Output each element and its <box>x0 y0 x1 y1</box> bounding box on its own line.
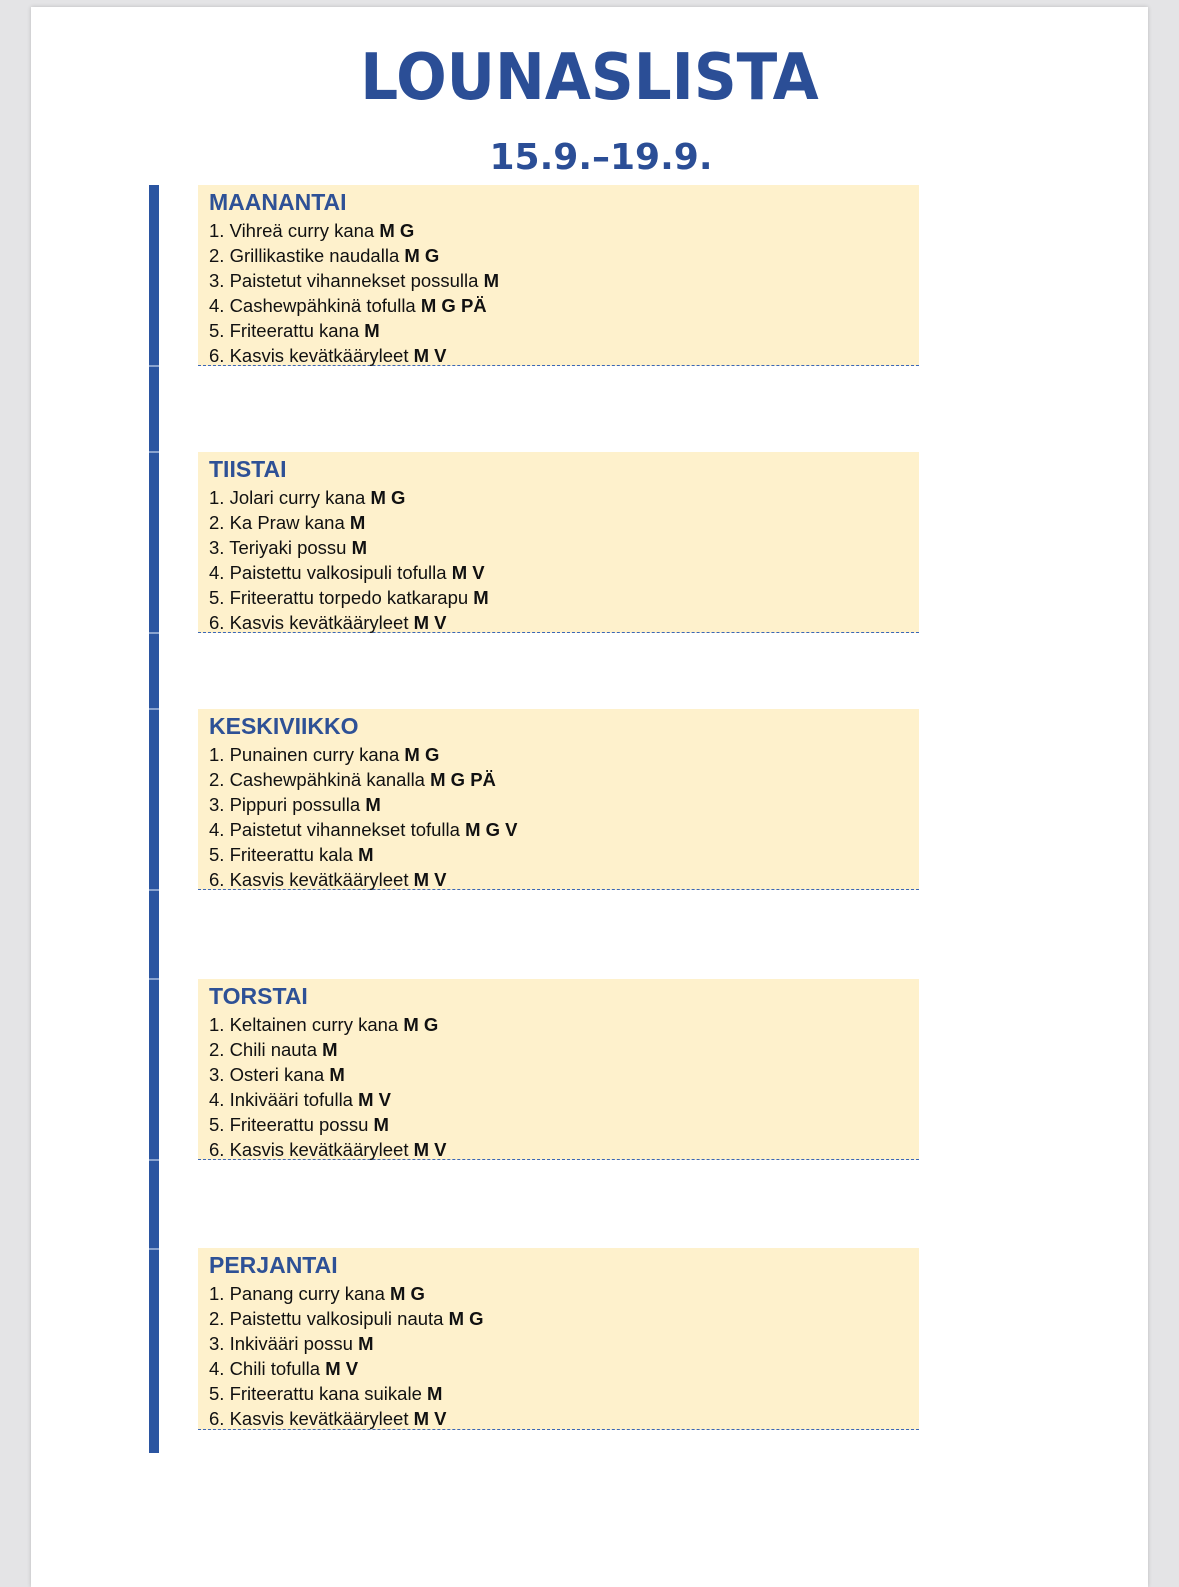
dish-name: 6. Kasvis kevätkääryleet <box>209 1139 414 1160</box>
menu-page <box>31 7 1148 1587</box>
diet-tags: M G V <box>465 819 518 840</box>
dish-name: 1. Jolari curry kana <box>209 487 371 508</box>
menu-item <box>209 293 919 318</box>
menu-item <box>209 485 919 510</box>
dish-name: 6. Kasvis kevätkääryleet <box>209 1408 414 1429</box>
menu-item <box>209 1112 919 1137</box>
dish-name: 1. Vihreä curry kana <box>209 220 380 241</box>
diet-tags: M <box>483 270 500 291</box>
diet-tags: M V <box>413 1408 447 1429</box>
menu-item <box>209 1087 919 1112</box>
dish-name: 4. Paistettu valkosipuli tofulla <box>209 562 452 583</box>
diet-tags: M <box>427 1383 443 1404</box>
diet-tags: M G <box>403 1014 439 1035</box>
menu-item <box>209 742 919 767</box>
menu-item <box>209 1306 919 1331</box>
diet-tags: M V <box>413 869 447 890</box>
menu-item <box>209 218 919 243</box>
page-title: LOUNASLISTA <box>360 41 819 115</box>
bar-divider <box>149 451 159 453</box>
diet-tags: M G PÄ <box>430 769 496 790</box>
diet-tags: M <box>358 1333 374 1354</box>
diet-tags: M G PÄ <box>420 295 487 316</box>
dish-name: 2. Paistettu valkosipuli nauta <box>209 1308 449 1329</box>
dish-name: 3. Teriyaki possu <box>209 537 352 558</box>
day-section-monday <box>198 185 919 366</box>
diet-tags: M G <box>404 245 440 266</box>
dish-name: 5. Friteerattu torpedo katkarapu <box>209 587 474 608</box>
menu-item <box>209 1012 919 1037</box>
menu-item <box>209 535 919 560</box>
day-heading: KESKIVIIKKO <box>209 713 359 739</box>
menu-item <box>209 585 919 610</box>
dish-name: 5. Friteerattu kana suikale <box>209 1383 427 1404</box>
menu-item <box>209 243 919 268</box>
diet-tags: M V <box>325 1358 359 1379</box>
diet-tags: M G <box>370 487 406 508</box>
diet-tags: M G <box>448 1308 484 1329</box>
dish-name: 1. Keltainen curry kana <box>209 1014 404 1035</box>
day-section-thursday <box>198 979 919 1160</box>
bar-divider <box>149 1248 159 1250</box>
day-section-wednesday <box>198 709 919 890</box>
menu-item <box>209 1381 919 1406</box>
day-section-friday <box>198 1248 919 1430</box>
menu-item <box>209 1406 919 1431</box>
dish-name: 2. Grillikastike naudalla <box>209 245 405 266</box>
menu-item <box>209 1281 919 1306</box>
dish-name: 5. Friteerattu possu <box>209 1114 374 1135</box>
menu-item <box>209 792 919 817</box>
menu-item <box>209 1037 919 1062</box>
menu-item <box>209 510 919 535</box>
bar-divider <box>149 889 159 891</box>
bar-divider <box>149 1159 159 1161</box>
day-heading: MAANANTAI <box>209 189 347 215</box>
menu-item <box>209 560 919 585</box>
date-range: 15.9.–19.9. <box>489 137 713 178</box>
day-heading: PERJANTAI <box>209 1252 338 1278</box>
bar-divider <box>149 365 159 367</box>
menu-item <box>209 610 919 635</box>
dish-name: 4. Paistetut vihannekset tofulla <box>209 819 466 840</box>
side-accent-bar <box>149 185 159 1453</box>
dish-name: 2. Ka Praw kana <box>209 512 350 533</box>
menu-item <box>209 1137 919 1162</box>
dish-name: 4. Cashewpähkinä tofulla <box>209 295 421 316</box>
dish-name: 5. Friteerattu kana <box>209 320 365 341</box>
diet-tags: M G <box>390 1283 425 1304</box>
dish-name: 4. Inkivääri tofulla <box>209 1089 359 1110</box>
diet-tags: M <box>322 1039 338 1060</box>
menu-item <box>209 1062 919 1087</box>
dish-name: 2. Chili nauta <box>209 1039 323 1060</box>
day-section-tuesday <box>198 452 919 633</box>
diet-tags: M G <box>404 744 440 765</box>
menu-item <box>209 817 919 842</box>
dish-name: 2. Cashewpähkinä kanalla <box>209 769 431 790</box>
diet-tags: M V <box>358 1089 391 1110</box>
menu-item <box>209 767 919 792</box>
diet-tags: M <box>351 537 368 558</box>
diet-tags: M <box>329 1064 345 1085</box>
dish-name: 1. Punainen curry kana <box>209 744 405 765</box>
dish-name: 6. Kasvis kevätkääryleet <box>209 869 414 890</box>
day-heading: TORSTAI <box>209 983 308 1009</box>
dish-name: 6. Kasvis kevätkääryleet <box>209 345 414 366</box>
menu-item <box>209 842 919 867</box>
diet-tags: M V <box>413 345 447 366</box>
dish-name: 5. Friteerattu kala <box>209 844 359 865</box>
bar-divider <box>149 978 159 980</box>
menu-item <box>209 1356 919 1381</box>
diet-tags: M <box>358 844 374 865</box>
day-heading: TIISTAI <box>209 456 287 482</box>
menu-item <box>209 1331 919 1356</box>
diet-tags: M V <box>413 1139 447 1160</box>
bar-divider <box>149 632 159 634</box>
dish-name: 4. Chili tofulla <box>209 1358 326 1379</box>
menu-item <box>209 867 919 892</box>
diet-tags: M G <box>379 220 415 241</box>
diet-tags: M <box>373 1114 389 1135</box>
menu-item <box>209 318 919 343</box>
dish-name: 3. Osteri kana <box>209 1064 330 1085</box>
diet-tags: M V <box>413 612 447 633</box>
diet-tags: M <box>473 587 489 608</box>
diet-tags: M V <box>451 562 485 583</box>
menu-item <box>209 268 919 293</box>
menu-item <box>209 343 919 368</box>
diet-tags: M <box>349 512 366 533</box>
dish-name: 6. Kasvis kevätkääryleet <box>209 612 414 633</box>
dish-name: 1. Panang curry kana <box>209 1283 390 1304</box>
bar-divider <box>149 708 159 710</box>
diet-tags: M <box>365 794 381 815</box>
dish-name: 3. Pippuri possulla <box>209 794 366 815</box>
dish-name: 3. Inkivääri possu <box>209 1333 359 1354</box>
dish-name: 3. Paistetut vihannekset possulla <box>209 270 484 291</box>
diet-tags: M <box>364 320 380 341</box>
